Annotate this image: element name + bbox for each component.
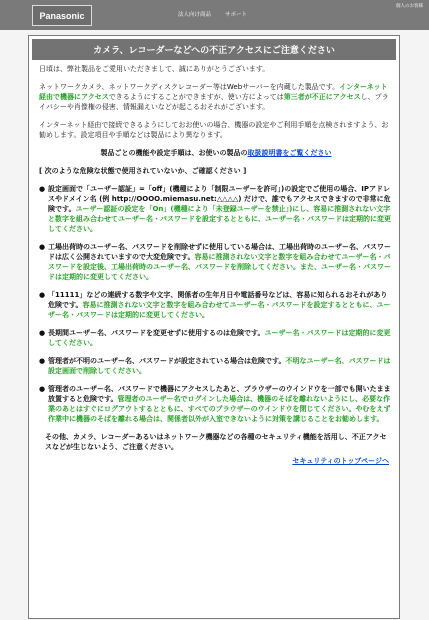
bullet-icon: ●: [39, 357, 46, 365]
danger-item: [39, 328, 393, 348]
danger-text: 工場出荷時のユーザー名、パスワードを削除せずに使用している場合は、工場出荷時のユーザー名、パスワードは広く公開されていますので大変危険です。: [48, 243, 391, 261]
nav-support[interactable]: サポート: [225, 12, 248, 18]
intro-text: できるようにすることができますが、使い方によっては: [108, 93, 284, 101]
intro-text: ネットワークカメラ、ネットワークディスクレコーダー等はWebサーバーを内蔵した製品です。: [39, 83, 340, 91]
danger-item: [39, 290, 393, 320]
advice-text: インターネット経由で接続できるようにしておお使いの場合、機器の設定やご利用手順を点検されますよう、お勧めします。設定項目や手順などは製品により異なります。: [39, 121, 389, 139]
danger-advice: 不明なユーザー名、パスワードは設定画面で削除してください。: [48, 357, 391, 375]
danger-text: 管理者が不明のユーザー名、パスワードが設定されている場合は危険です。: [48, 357, 286, 365]
intro-text: し、プライバシーや肖像権の侵害、情報漏えいなどが起こるおそれがございます。: [39, 93, 389, 111]
intro-highlight: 第三者が不正にアクセス: [283, 93, 361, 101]
danger-item: [39, 384, 393, 424]
danger-advice: 容易に推測されない文字と数字を組み合わせてユーザー名・パスワードを設定するとともに、ユーザー名・パスワードは定期的に変更してください。: [48, 301, 391, 319]
page-title: カメラ、レコーダーなどへの不正アクセスにご注意ください: [32, 39, 396, 60]
greeting-text: 日頃は、弊社製品をご愛用いただきまして、誠にありがとうございます。: [39, 65, 270, 73]
security-top-link[interactable]: セキュリティのトップページへ: [292, 457, 389, 465]
manual-text: 製品ごとの機能や設定手順は、お使いの製品の: [100, 149, 248, 157]
manual-note: [39, 148, 393, 158]
danger-advice: ユーザー認証の設定を「On」(機種により「未登録ユーザーを禁止」)にし、容易に推測されない文字と数字を組み合わせてユーザー名・パスワードを設定するとともに、ユーザー名・パスワードは定期的に変更してください。: [48, 205, 391, 233]
personal-customer-link[interactable]: 個人のお客様: [396, 4, 423, 9]
danger-heading: [ 次のような危険な状態で使用されていないか、ご確認ください ]: [39, 167, 247, 175]
notice-panel: [28, 35, 400, 619]
main-nav: [178, 10, 247, 18]
danger-advice: 容易に推測されない文字と数字を組み合わせてユーザー名・パスワードを設定後、工場出荷時のユーザー名、パスワードを削除してください。また、ユーザー名・パスワードは定期的に変更してください。: [48, 253, 391, 281]
nav-business-products[interactable]: 法人向け商品: [178, 12, 212, 18]
intro-paragraph: [39, 82, 393, 112]
panasonic-logo[interactable]: Panasonic: [32, 5, 92, 26]
bullet-icon: ●: [39, 185, 46, 193]
danger-text: 長期間ユーザー名、パスワードを変更せずに使用するのは危険です。: [48, 329, 265, 337]
manual-link[interactable]: 取扱説明書をご覧ください: [247, 149, 332, 157]
danger-advice: 管理者のユーザー名でログインした場合は、機器のそばを離れないようにし、必要な作業のあとはすぐにログアウトするとともに、すべてのブラウザーのウインドウを閉じてください。やむをえず作業中に機器のそばを離れる場合は、関係者以外が入室できないように対策を講じることをお勧めします。: [48, 395, 391, 423]
notice-content: [29, 60, 399, 466]
danger-text: 設定画面で「ユーザー認証」=「off」(機種により「制限ユーザーを許可」)の設定でご使用の場合、IPアドレスやドメイン名 (例 http://OOOO.miemasu.net:△△△△) だけで、誰でもアクセスできますので非常に危険です。: [48, 185, 391, 213]
danger-item: [39, 356, 393, 376]
bullet-icon: ●: [39, 385, 46, 393]
intro-highlight: インターネット経由で機器にアクセス: [39, 83, 388, 101]
danger-text: 「11111」などの連続する数字や文字、関係者の生年月日や電話番号などは、容易に知られるおそれがあり危険です。: [48, 291, 388, 309]
closing-text: その他、カメラ、レコーダーあるいはネットワーク機器などの各種のセキュリティ機能を活用し、不正アクセスなどが生じないよう、ご注意ください。: [45, 433, 387, 451]
danger-text: 管理者のユーザー名、パスワードで機器にアクセスしたあと、ブラウザーのウインドウを一部でも開いたまま放置すると危険です。: [48, 385, 391, 403]
bullet-icon: ●: [39, 329, 46, 337]
danger-advice: ユーザー名・パスワードは定期的に変更してください。: [48, 329, 391, 347]
danger-item: [39, 242, 393, 282]
danger-item: [39, 184, 393, 234]
site-header: [0, 0, 429, 30]
footer-link-row: [39, 456, 393, 466]
bullet-icon: ●: [39, 291, 46, 299]
bullet-icon: ●: [39, 243, 46, 251]
